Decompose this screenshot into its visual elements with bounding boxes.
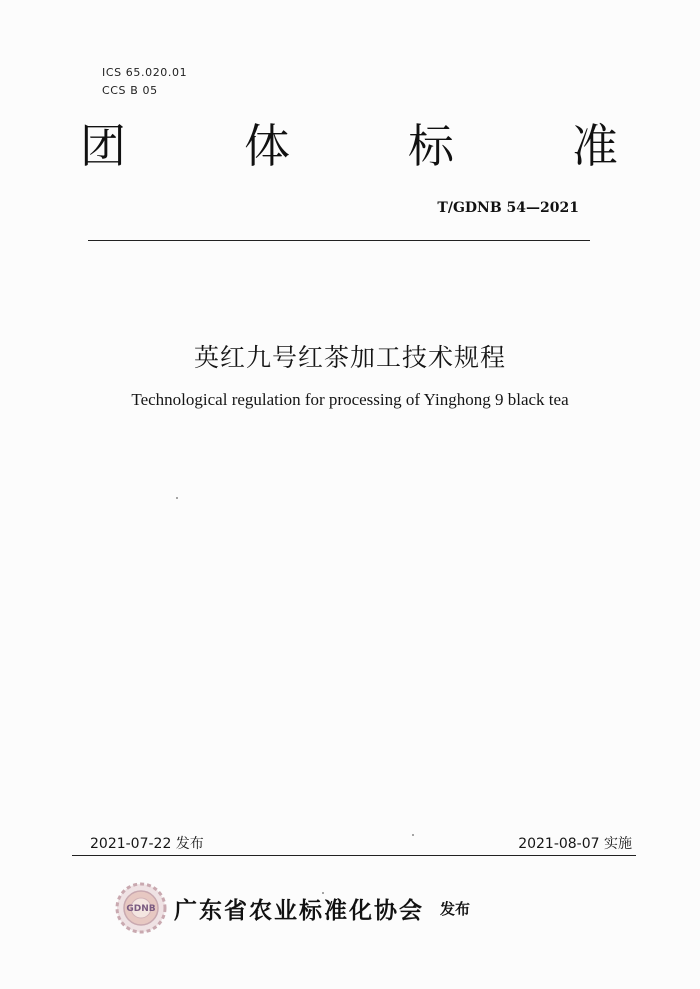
document-type-char: 团 bbox=[80, 119, 126, 173]
ccs-code: CCS B 05 bbox=[102, 84, 158, 97]
document-type-char: 体 bbox=[244, 119, 290, 173]
title-chinese: 英红九号红茶加工技术规程 bbox=[193, 343, 506, 372]
publish-label: 发布 bbox=[440, 899, 471, 918]
title-english: Technological regulation for processing of Yinghong 9 black tea bbox=[131, 390, 569, 409]
publisher-block bbox=[112, 878, 470, 938]
issue-date: 2021-07-22 发布 bbox=[90, 836, 204, 852]
document-type-title bbox=[0, 118, 700, 174]
logo-text: GDNB bbox=[126, 904, 156, 914]
scan-speck bbox=[322, 892, 324, 894]
scan-speck bbox=[412, 834, 414, 836]
classification-codes bbox=[102, 64, 187, 100]
header-divider bbox=[88, 240, 590, 241]
gdnb-logo-icon bbox=[112, 879, 170, 937]
standard-number: T/GDNB 54—2021 bbox=[437, 200, 579, 216]
ics-code: ICS 65.020.01 bbox=[102, 66, 188, 79]
implementation-date: 2021-08-07 实施 bbox=[518, 836, 632, 852]
scan-speck bbox=[176, 497, 178, 499]
publisher-name: 广东省农业标准化协会 bbox=[174, 896, 424, 924]
document-type-char: 准 bbox=[572, 119, 618, 173]
document-type-char: 标 bbox=[408, 119, 454, 173]
footer-divider bbox=[72, 855, 636, 856]
